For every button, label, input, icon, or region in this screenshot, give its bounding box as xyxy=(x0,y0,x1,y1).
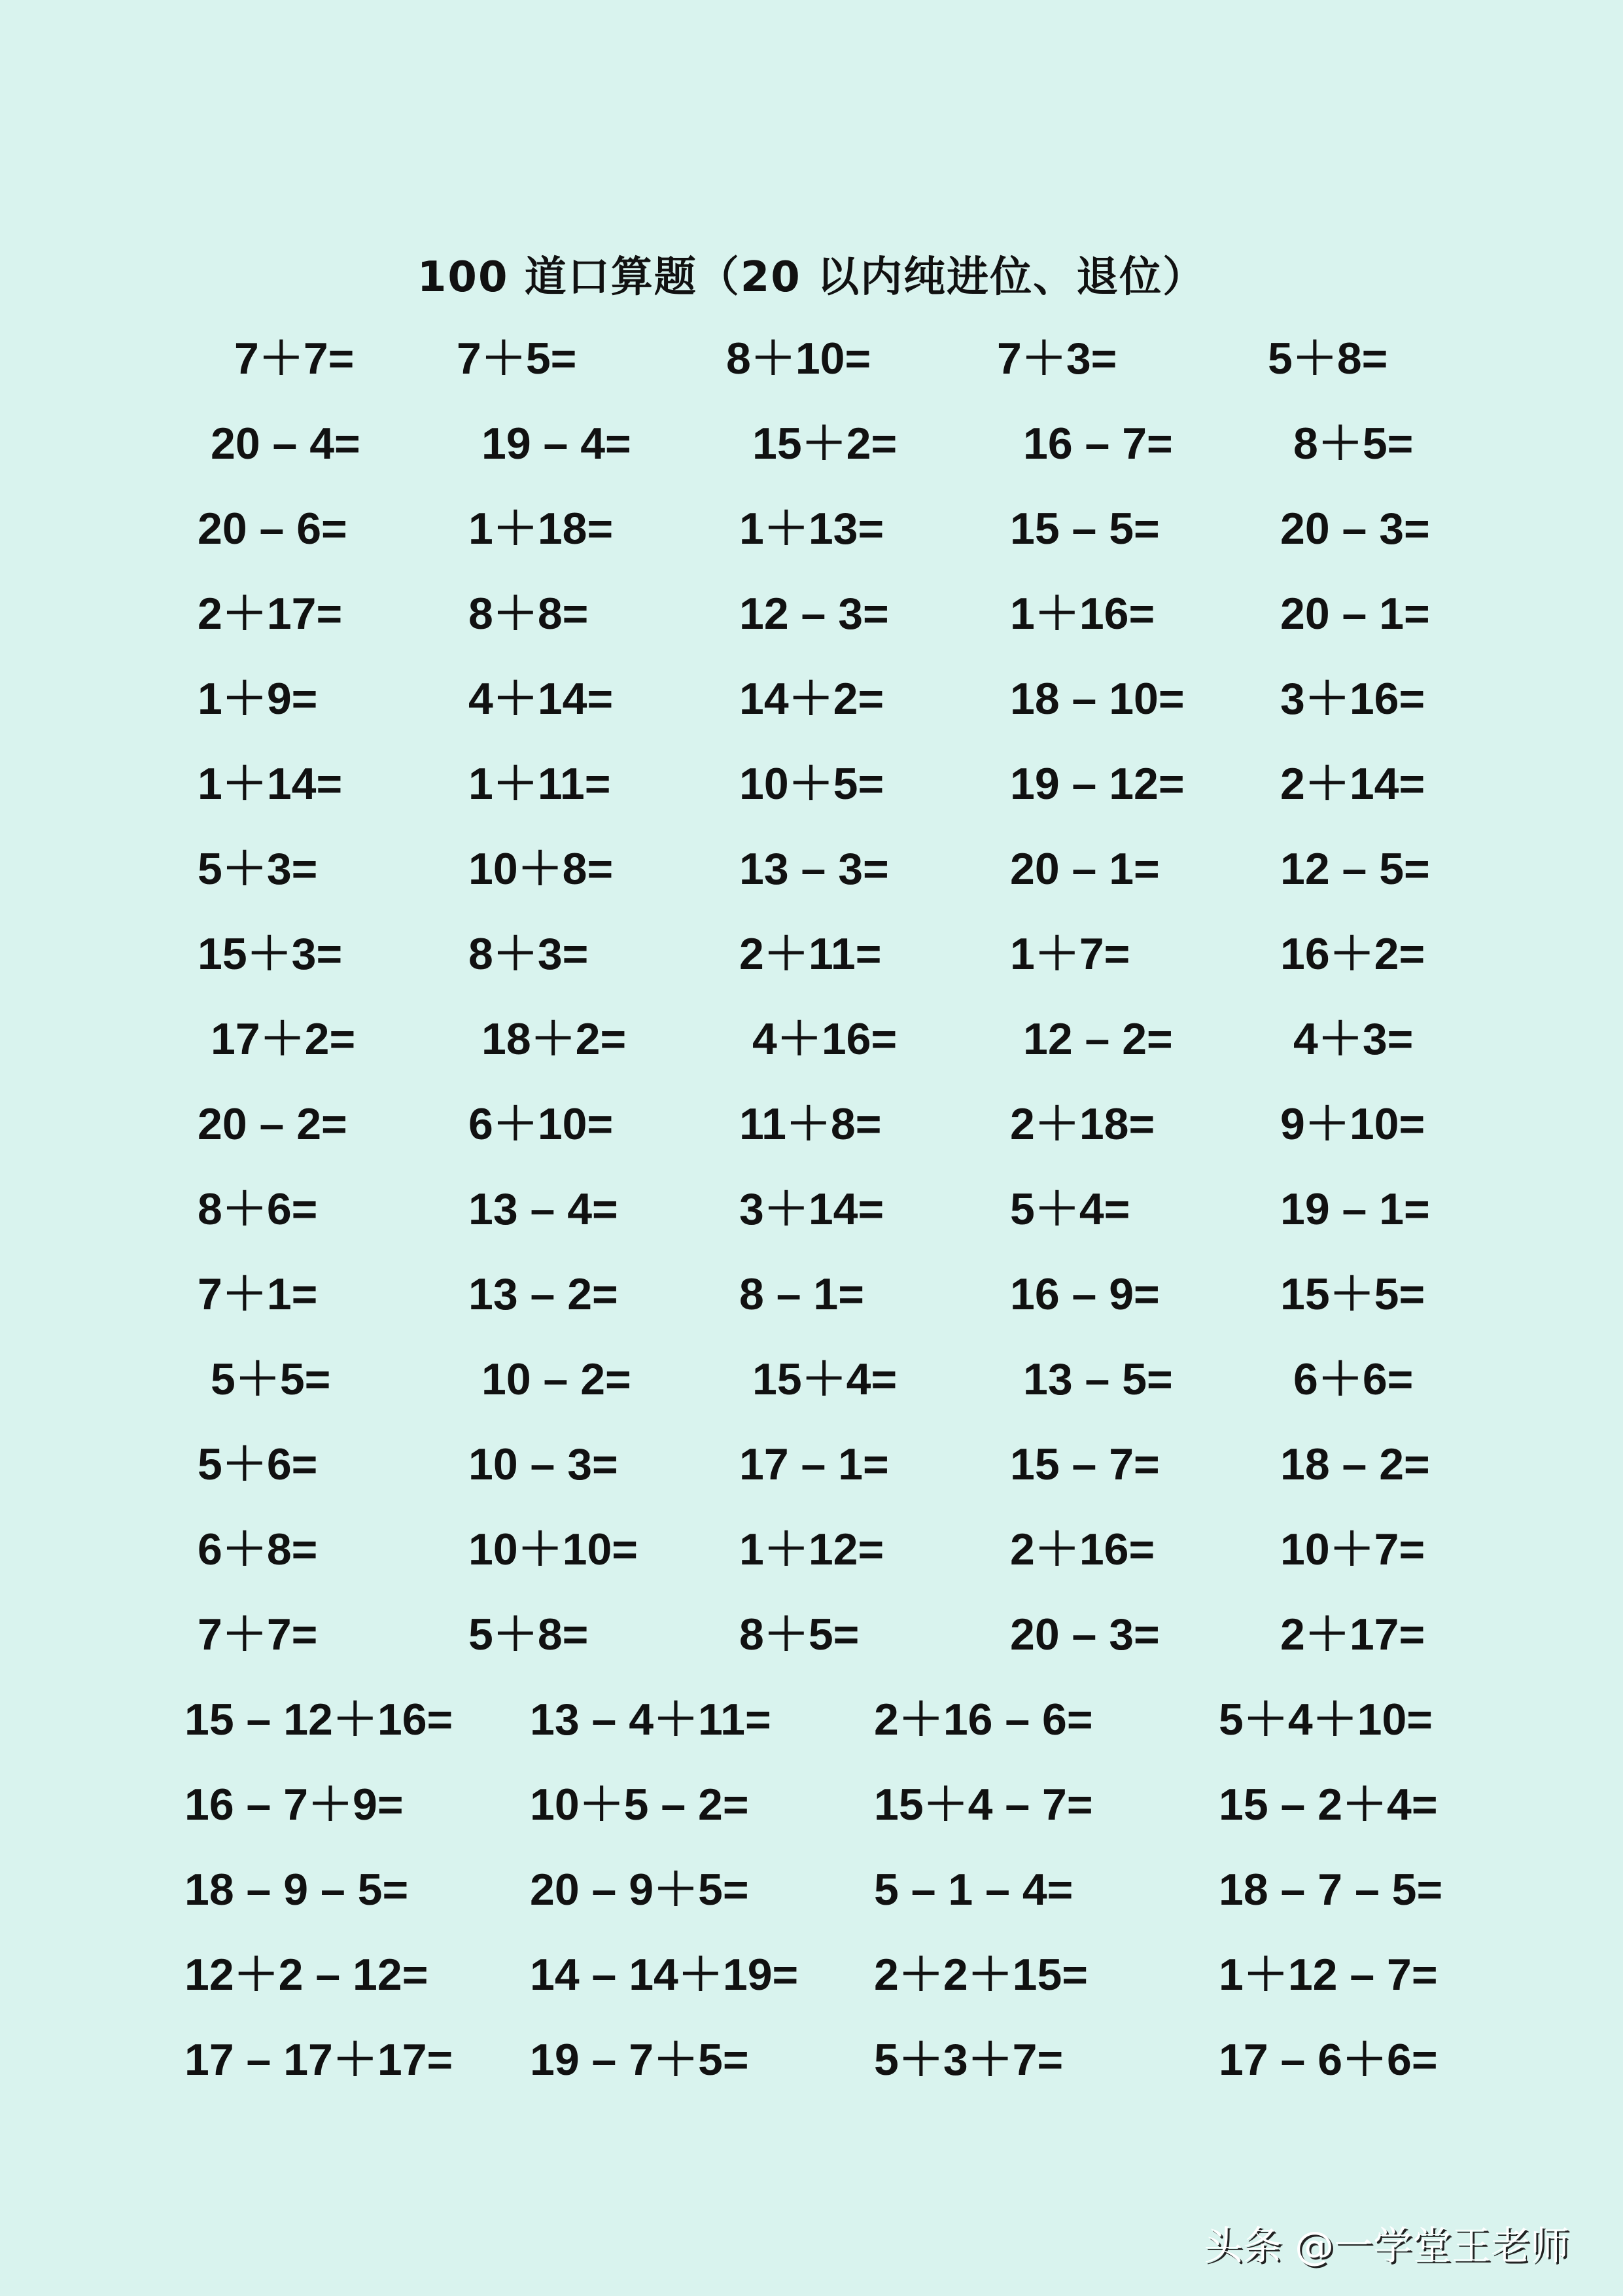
mixed-problem-item: 15＋4 – 7= xyxy=(874,1780,1093,1829)
mixed-problem-item: 10＋5 – 2= xyxy=(530,1780,749,1829)
problem-item: 10 – 2= xyxy=(481,1354,631,1404)
problem-item: 10＋5= xyxy=(739,759,884,809)
problem-item: 6＋10= xyxy=(468,1099,614,1149)
problem-item: 5＋6= xyxy=(198,1439,318,1489)
problem-item: 7＋7= xyxy=(234,334,355,383)
problem-item: 10＋10= xyxy=(468,1525,638,1574)
mixed-problem-item: 5＋3＋7= xyxy=(874,2035,1064,2085)
problem-item: 11＋8= xyxy=(739,1099,882,1149)
problem-item: 15 – 7= xyxy=(1010,1439,1160,1489)
problem-item: 8＋10= xyxy=(726,334,871,383)
problem-item: 7＋1= xyxy=(198,1269,318,1319)
problem-item: 4＋3= xyxy=(1293,1014,1414,1064)
mixed-problem-item: 1＋12 – 7= xyxy=(1219,1950,1438,2000)
problem-item: 19 – 4= xyxy=(481,419,631,468)
mixed-problem-item: 13 – 4＋11= xyxy=(530,1695,771,1744)
problem-item: 1＋18= xyxy=(468,504,614,554)
mixed-problem-item: 20 – 9＋5= xyxy=(530,1865,749,1915)
problem-item: 18 – 10= xyxy=(1010,674,1185,724)
mixed-problem-item: 5＋4＋10= xyxy=(1219,1695,1433,1744)
problem-item: 15 – 5= xyxy=(1010,504,1160,554)
problem-item: 15＋5= xyxy=(1280,1269,1425,1319)
problem-item: 20 – 3= xyxy=(1280,504,1430,554)
problem-item: 8＋5= xyxy=(1293,419,1414,468)
problem-item: 16 – 7= xyxy=(1023,419,1173,468)
mixed-problem-item: 17 – 6＋6= xyxy=(1219,2035,1438,2085)
page-title: 100 道口算题（20 以内纯进位、退位） xyxy=(417,253,1206,302)
problem-item: 20 – 2= xyxy=(198,1099,347,1149)
problem-item: 20 – 1= xyxy=(1010,844,1160,894)
problem-item: 13 – 3= xyxy=(739,844,889,894)
problem-item: 3＋16= xyxy=(1280,674,1425,724)
problem-item: 19 – 1= xyxy=(1280,1184,1430,1234)
problem-item: 14＋2= xyxy=(739,674,884,724)
mixed-problem-item: 19 – 7＋5= xyxy=(530,2035,749,2085)
problem-item: 1＋16= xyxy=(1010,589,1155,639)
problem-item: 13 – 4= xyxy=(468,1184,618,1234)
problem-item: 5＋5= xyxy=(211,1354,331,1404)
problem-item: 20 – 3= xyxy=(1010,1610,1160,1659)
mixed-problem-item: 18 – 7 – 5= xyxy=(1219,1865,1443,1915)
problem-item: 5＋4= xyxy=(1010,1184,1130,1234)
problem-item: 7＋7= xyxy=(198,1610,318,1659)
problem-item: 1＋11= xyxy=(468,759,611,809)
mixed-problem-item: 5 – 1 – 4= xyxy=(874,1865,1073,1915)
problem-item: 2＋17= xyxy=(198,589,343,639)
mixed-problem-item: 2＋2＋15= xyxy=(874,1950,1088,2000)
problem-item: 8＋3= xyxy=(468,929,589,979)
problem-item: 8 – 1= xyxy=(739,1269,864,1319)
problem-item: 1＋7= xyxy=(1010,929,1130,979)
mixed-problem-item: 2＋16 – 6= xyxy=(874,1695,1093,1744)
problem-item: 1＋13= xyxy=(739,504,884,554)
problem-item: 4＋16= xyxy=(752,1014,898,1064)
watermark: 头条 @一学堂王老师 xyxy=(1204,2223,1570,2269)
problem-item: 16＋2= xyxy=(1280,929,1425,979)
problem-item: 20 – 6= xyxy=(198,504,347,554)
problem-item: 15＋3= xyxy=(198,929,343,979)
problem-item: 7＋3= xyxy=(997,334,1117,383)
problem-item: 5＋3= xyxy=(198,844,318,894)
mixed-problem-item: 12＋2 – 12= xyxy=(184,1950,428,2000)
problem-item: 1＋9= xyxy=(198,674,318,724)
mixed-problem-item: 18 – 9 – 5= xyxy=(184,1865,409,1915)
problem-item: 8＋6= xyxy=(198,1184,318,1234)
problem-item: 20 – 4= xyxy=(211,419,360,468)
problem-item: 18＋2= xyxy=(481,1014,627,1064)
problem-item: 1＋14= xyxy=(198,759,343,809)
problem-item: 17＋2= xyxy=(211,1014,356,1064)
mixed-problem-item: 17 – 17＋17= xyxy=(184,2035,453,2085)
problem-item: 3＋14= xyxy=(739,1184,884,1234)
problem-item: 6＋8= xyxy=(198,1525,318,1574)
problem-item: 12 – 3= xyxy=(739,589,889,639)
problem-item: 2＋16= xyxy=(1010,1525,1155,1574)
problem-item: 19 – 12= xyxy=(1010,759,1185,809)
mixed-problem-item: 15 – 12＋16= xyxy=(184,1695,453,1744)
problem-item: 8＋8= xyxy=(468,589,589,639)
problem-item: 10＋8= xyxy=(468,844,614,894)
mixed-problem-item: 15 – 2＋4= xyxy=(1219,1780,1438,1829)
problem-item: 2＋14= xyxy=(1280,759,1425,809)
problem-item: 15＋2= xyxy=(752,419,898,468)
problem-item: 10＋7= xyxy=(1280,1525,1425,1574)
problem-item: 2＋17= xyxy=(1280,1610,1425,1659)
problem-item: 12 – 2= xyxy=(1023,1014,1173,1064)
problem-item: 13 – 2= xyxy=(468,1269,618,1319)
problem-item: 6＋6= xyxy=(1293,1354,1414,1404)
problem-item: 1＋12= xyxy=(739,1525,884,1574)
problem-item: 17 – 1= xyxy=(739,1439,889,1489)
problem-item: 2＋18= xyxy=(1010,1099,1155,1149)
problem-item: 15＋4= xyxy=(752,1354,898,1404)
problem-item: 4＋14= xyxy=(468,674,614,724)
mixed-problem-item: 16 – 7＋9= xyxy=(184,1780,404,1829)
problem-item: 13 – 5= xyxy=(1023,1354,1173,1404)
problem-item: 8＋5= xyxy=(739,1610,860,1659)
problem-item: 16 – 9= xyxy=(1010,1269,1160,1319)
problem-item: 10 – 3= xyxy=(468,1439,618,1489)
problem-item: 18 – 2= xyxy=(1280,1439,1430,1489)
problem-item: 5＋8= xyxy=(1268,334,1388,383)
problem-item: 2＋11= xyxy=(739,929,882,979)
problem-item: 12 – 5= xyxy=(1280,844,1430,894)
problem-item: 5＋8= xyxy=(468,1610,589,1659)
problem-item: 9＋10= xyxy=(1280,1099,1425,1149)
problem-item: 20 – 1= xyxy=(1280,589,1430,639)
mixed-problem-item: 14 – 14＋19= xyxy=(530,1950,799,2000)
problem-item: 7＋5= xyxy=(457,334,577,383)
